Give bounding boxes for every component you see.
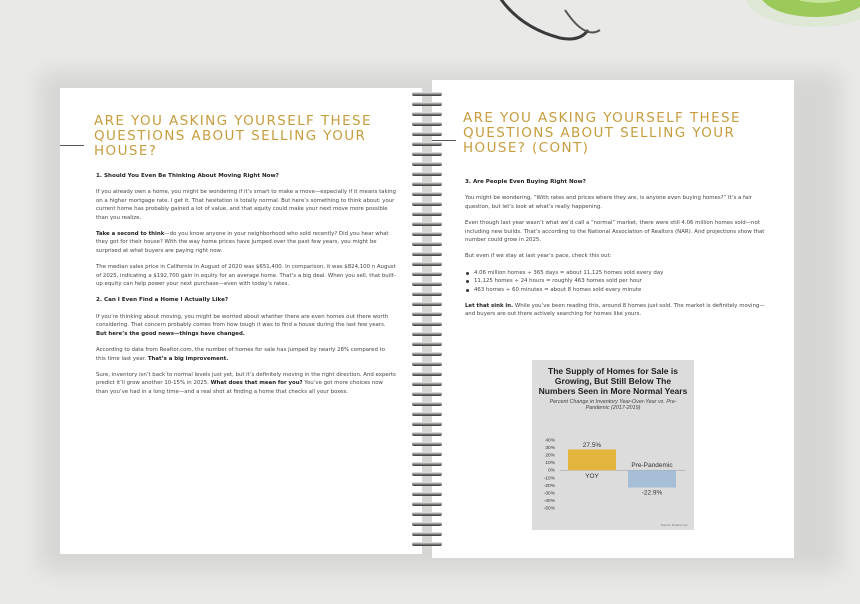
- spiral-coil: [412, 202, 442, 206]
- spiral-binding: [412, 92, 444, 552]
- spiral-coil: [412, 262, 442, 266]
- stats-list: [465, 269, 765, 294]
- spiral-coil: [412, 292, 442, 296]
- chart-source: Source: Realtor.com: [660, 523, 688, 527]
- paragraph: If you already own a home, you might be wondering if it’s smart to make a move—especially if it means taking on a higher mortgage rate. I get it. That hesitation is totally normal. But here’s something to think about: your current home has probably gained a lot of value, and that equity could make your next move more possible than you realize.: [96, 189, 396, 221]
- bar-yoy: [568, 449, 616, 470]
- paragraph: [96, 371, 396, 396]
- spiral-coil: [412, 302, 442, 306]
- inventory-chart: [532, 360, 694, 530]
- bold-text: But here’s the good news—things have changed.: [96, 330, 245, 337]
- paragraph: But even if we stay at last year’s pace, check this out:: [465, 253, 612, 260]
- spiral-coil: [412, 282, 442, 286]
- paragraph: [96, 230, 396, 255]
- left-page: [60, 88, 422, 554]
- y-tick-label: 40%: [545, 438, 555, 444]
- spiral-coil: [412, 132, 442, 136]
- left-page-body: [96, 172, 396, 404]
- chart-subtitle: Percent Change in Inventory Year-Over-Year vs. Pre-Pandemic (2017-2019): [549, 399, 677, 412]
- spiral-coil: [412, 372, 442, 376]
- text: —do you know anyone in your neighborhood who sold recently? Did you hear what they got for their house? With the way home prices have jumped over the past few years, you might be surprised at what buyers are paying right now.: [96, 231, 389, 254]
- spiral-coil: [412, 332, 442, 336]
- y-tick-label: 30%: [545, 446, 555, 452]
- y-tick-label: -40%: [543, 498, 555, 504]
- title-rule: [60, 145, 84, 146]
- right-page-title: ARE YOU ASKING YOURSELF THESE QUESTIONS ABOUT SELLING YOUR HOUSE? (CONT): [463, 110, 741, 156]
- y-tick-label: 20%: [545, 453, 555, 459]
- spiral-coil: [412, 522, 442, 526]
- spiral-coil: [412, 532, 442, 536]
- y-tick-label: -20%: [543, 483, 555, 489]
- text: You’ve got more choices now than you’ve had in a long time—and a real shot at finding a home that checks all your boxes.: [96, 380, 383, 395]
- list-item: 4.06 million homes ÷ 365 days = about 11,125 homes sold every day: [465, 269, 765, 277]
- bar-pre-pandemic: [628, 470, 676, 487]
- spiral-coil: [412, 212, 442, 216]
- spiral-coil: [412, 112, 442, 116]
- spiral-coil: [412, 482, 442, 486]
- question-2-heading: 2. Can I Even Find a Home I Actually Like?: [96, 297, 229, 304]
- spiral-coil: [412, 442, 442, 446]
- question-1-heading: 1. Should You Even Be Thinking About Moving Right Now?: [96, 173, 279, 179]
- spiral-coil: [412, 382, 442, 386]
- right-page: [432, 80, 794, 558]
- paragraph: You might be wondering, “With rates and prices where they are, is anyone even buying homes?” It’s a fair question, but let’s look at what’s really happening.: [465, 195, 752, 210]
- spiral-coil: [412, 422, 442, 426]
- spiral-coil: [412, 182, 442, 186]
- spiral-coil: [412, 102, 442, 106]
- bold-text: Let that sink in.: [465, 303, 514, 310]
- y-tick-label: 0%: [548, 468, 555, 474]
- eyeglasses-icon: [470, 0, 630, 50]
- text: While you’ve been reading this, around 8 homes just sold. The market is definitely moving—and buyers are out there actively searching for homes like yours.: [465, 303, 765, 318]
- y-tick-label: -50%: [543, 506, 555, 512]
- paragraph: [96, 346, 396, 363]
- spiral-coil: [412, 392, 442, 396]
- spiral-coil: [412, 342, 442, 346]
- spiral-coil: [412, 432, 442, 436]
- paragraph: Even though last year wasn’t what we’d call a “normal” market, there were still 4.06 million homes sold—not including new builds. That’s according to the National Association of Realtors (NAR). And projections show that number could grow in 2025.: [465, 220, 765, 244]
- list-item: 11,125 homes ÷ 24 hours = roughly 463 homes sold per hour: [465, 277, 765, 285]
- spiral-coil: [412, 172, 442, 176]
- spiral-coil: [412, 362, 442, 366]
- y-tick-label: 10%: [545, 461, 555, 467]
- spiral-coil: [412, 452, 442, 456]
- spiral-coil: [412, 232, 442, 236]
- spiral-coil: [412, 492, 442, 496]
- chart-plot: [532, 360, 694, 530]
- bold-text: What does that mean for you?: [210, 380, 303, 387]
- paragraph: [465, 302, 765, 319]
- bar-value-label: 27.5%: [582, 441, 602, 449]
- spiral-coil: [412, 122, 442, 126]
- spiral-coil: [412, 472, 442, 476]
- spiral-coil: [412, 322, 442, 326]
- spiral-coil: [412, 152, 442, 156]
- list-item: 463 homes ÷ 60 minutes = about 8 homes sold every minute: [465, 286, 765, 294]
- category-label: Pre-Pandemic: [631, 462, 673, 470]
- spiral-coil: [412, 222, 442, 226]
- bar-value-label: -22.9%: [641, 489, 663, 497]
- spiral-coil: [412, 192, 442, 196]
- spiral-coil: [412, 542, 442, 546]
- spiral-coil: [412, 142, 442, 146]
- spiral-coil: [412, 312, 442, 316]
- y-tick-label: -30%: [543, 491, 555, 497]
- y-tick-label: -10%: [543, 476, 555, 482]
- spiral-coil: [412, 162, 442, 166]
- spiral-coil: [412, 252, 442, 256]
- spiral-coil: [412, 352, 442, 356]
- question-3-heading: 3. Are People Even Buying Right Now?: [465, 179, 586, 185]
- spiral-coil: [412, 92, 442, 96]
- spiral-coil: [412, 462, 442, 466]
- cup-icon: [725, 0, 860, 35]
- bold-text: Take a second to think: [96, 231, 165, 238]
- spiral-coil: [412, 242, 442, 246]
- spiral-coil: [412, 402, 442, 406]
- spiral-coil: [412, 512, 442, 516]
- paragraph: The median sales price in California in August of 2020 was $651,400. In comparison, it was $824,100 n August of 2025, indicating a $192,700 gain in equity for an average home. That’s a big deal. When you sell, that built-up equity can help power your next purchase—even with today’s rates.: [96, 264, 396, 288]
- text: Sure, inventory isn’t back to normal levels just yet, but it’s definitely moving in the right direction. And experts predict it’ll grow another 10-15% in 2025.: [96, 371, 396, 387]
- spiral-coil: [412, 272, 442, 276]
- spiral-coil: [412, 502, 442, 506]
- chart-title: The Supply of Homes for Sale is Growing, But Still Below The Numbers Seen in More Normal Years: [538, 366, 688, 396]
- text: If you’re thinking about moving, you might be worried about whether there are even homes out there worth considering. That concern probably comes from how tough it was to find a house during the last few years.: [96, 313, 389, 329]
- category-label: YOY: [585, 473, 599, 481]
- bold-text: That’s a big improvement.: [147, 355, 229, 362]
- paragraph: [96, 313, 396, 338]
- left-page-title: ARE YOU ASKING YOURSELF THESE QUESTIONS ABOUT SELLING YOUR HOUSE?: [94, 113, 372, 159]
- right-page-body: [465, 178, 765, 327]
- spiral-coil: [412, 412, 442, 416]
- text: According to data from Realtor.com, the number of homes for sale has jumped by nearly 28% compared to this time last year.: [96, 347, 386, 362]
